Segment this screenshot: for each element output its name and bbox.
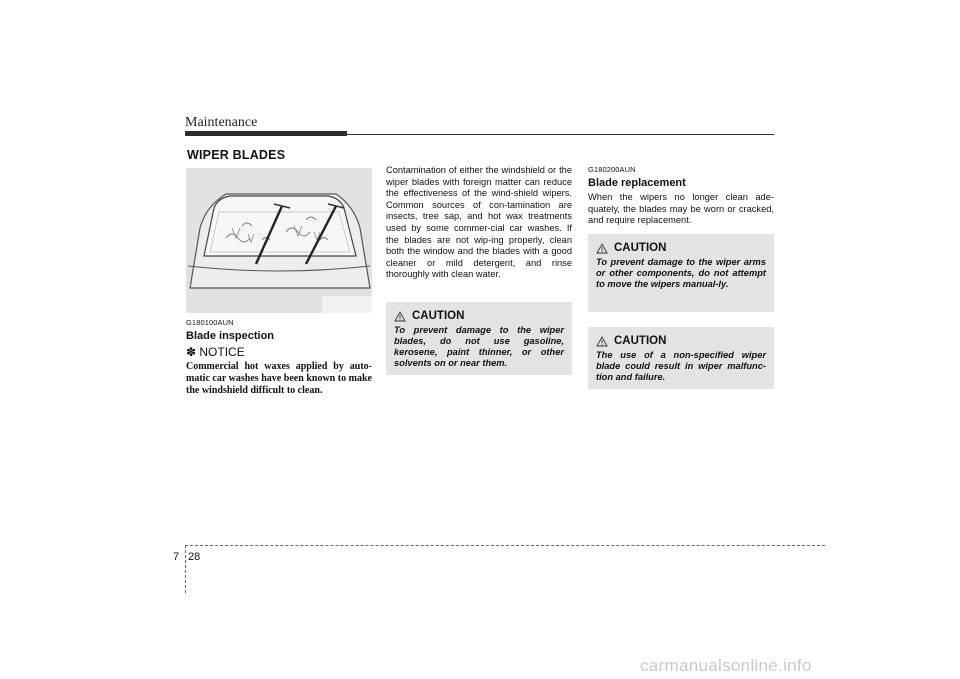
footer-rule bbox=[185, 545, 825, 546]
column-3 bbox=[588, 165, 774, 227]
caution-box-solvents bbox=[386, 302, 572, 375]
caution-body: To prevent damage to the wiper arms or other components, do not attempt to move the wipers manual-ly. bbox=[596, 257, 766, 289]
warning-triangle-icon bbox=[596, 243, 608, 254]
caution-box-nonspecified-blade bbox=[588, 327, 774, 389]
section-title: Maintenance bbox=[185, 115, 258, 130]
section-code: G180200AUN bbox=[588, 165, 636, 174]
column-2 bbox=[386, 165, 572, 281]
contamination-paragraph: Contamination of either the windshield or the wiper blades with foreign matter can reduce the effectiveness of the wind-shield wipers. Common sources of con-tamination are insects, tree sap, and hot wax treatments used by some commer-cial car washes. If the blades are not wip-ing properly, clean both the window and the blades with a good cleaner or mild detergent, and rinse thoroughly with clean water. bbox=[386, 165, 572, 280]
column-1 bbox=[186, 318, 372, 397]
replacement-paragraph: When the wipers no longer clean ade-quately, the blades may be worn or cracked, and require replacement. bbox=[588, 192, 774, 226]
notice-label: ✽ NOTICE bbox=[186, 345, 245, 359]
section-code: G180100AUN bbox=[186, 318, 234, 327]
page-heading: WIPER BLADES bbox=[187, 148, 286, 162]
caution-title: CAUTION bbox=[412, 310, 465, 322]
caution-title: CAUTION bbox=[614, 335, 667, 347]
caution-title: CAUTION bbox=[614, 242, 667, 254]
caution-box-wiper-arms bbox=[588, 234, 774, 312]
chapter-number: 7 bbox=[173, 551, 180, 563]
header-rule bbox=[185, 134, 774, 135]
windshield-wipers-illustration bbox=[186, 168, 372, 313]
warning-triangle-icon bbox=[394, 311, 406, 322]
notice-body: Commercial hot waxes applied by auto-matic car washes have been known to make the windshield difficult to clean. bbox=[186, 361, 372, 396]
subheading-blade-replacement: Blade replacement bbox=[588, 177, 686, 189]
footer-vertical-rule bbox=[185, 545, 186, 593]
caution-body: The use of a non-specified wiper blade could result in wiper malfunc-tion and failure. bbox=[596, 350, 766, 382]
caution-body: To prevent damage to the wiper blades, do not use gasoline, kerosene, paint thinner, or other solvents on or near them. bbox=[394, 325, 564, 368]
subheading-blade-inspection: Blade inspection bbox=[186, 330, 275, 342]
warning-triangle-icon bbox=[596, 336, 608, 347]
page-number: 28 bbox=[188, 551, 201, 563]
watermark: carmanualsonline.info bbox=[640, 656, 812, 675]
